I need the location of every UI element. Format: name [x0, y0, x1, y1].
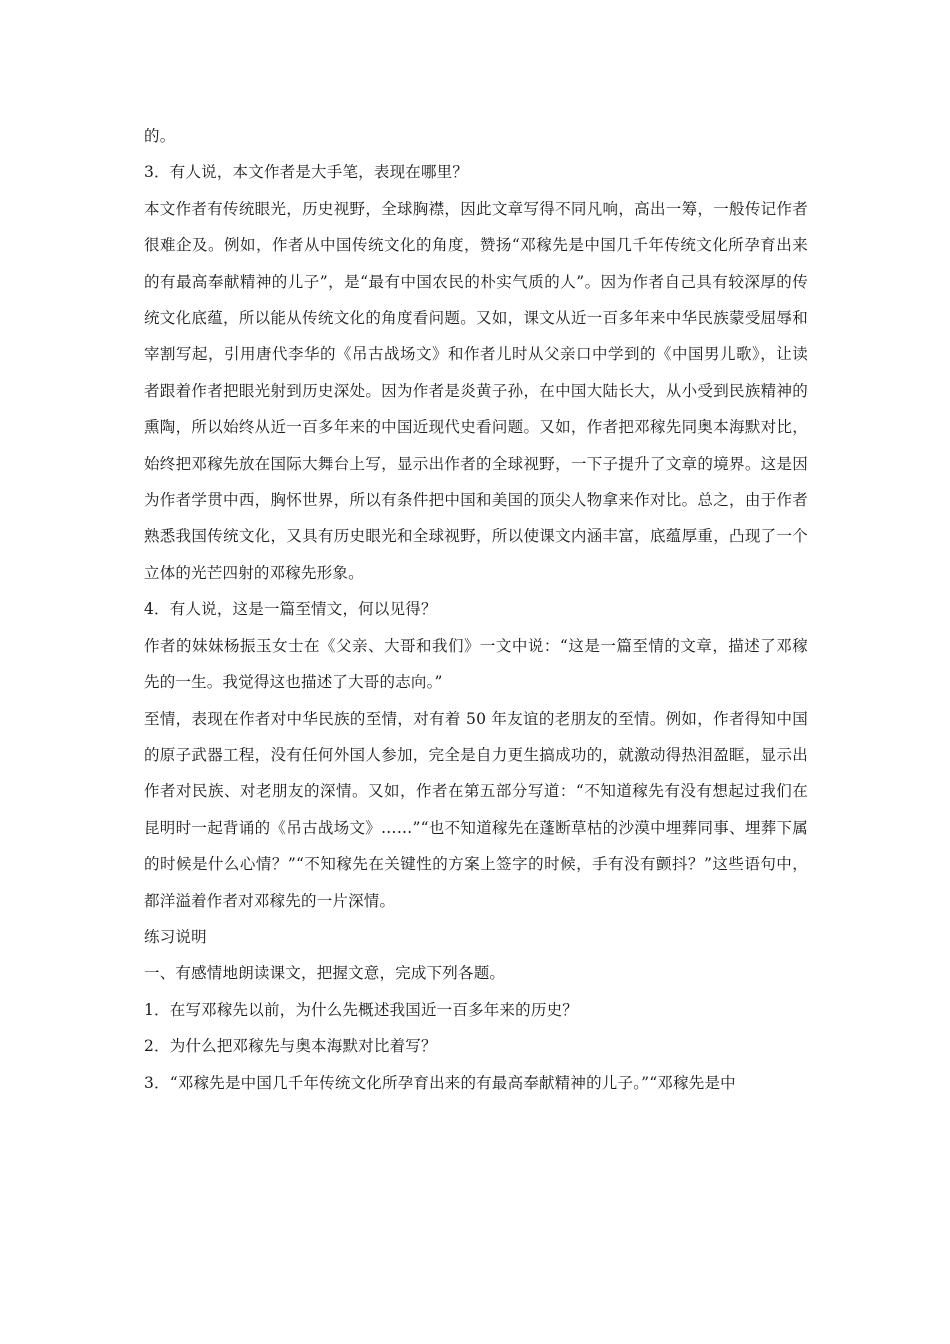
paragraph-continuation: 的。 — [144, 127, 176, 145]
document-page — [144, 118, 808, 1101]
answer-4-quote: 作者的妹妹杨振玉女士在《父亲、大哥和我们》一文中说：“这是一篇至情的文章，描述了邓稼先的一生。我觉得这也描述了大哥的志向。” — [144, 636, 808, 692]
exercise-1-instruction: 一、有感情地朗读课文，把握文意，完成下列各题。 — [144, 964, 506, 983]
exercise-1-item-3: 3．“邓稼先是中国几千年传统文化所孕育出来的有最高奉献精神的儿子。”“邓稼先是中 — [144, 1073, 736, 1092]
exercise-1-item-1: 1．在写邓稼先以前，为什么先概述我国近一百多年来的历史？ — [144, 1000, 578, 1019]
question-3: 3．有人说，本文作者是大手笔，表现在哪里？ — [144, 163, 469, 182]
question-4: 4．有人说，这是一篇至情文，何以见得？ — [144, 600, 437, 619]
answer-3: 本文作者有传统眼光，历史视野，全球胸襟，因此文章写得不同凡响，高出一筹，一般传记作者很难企及。例如，作者从中国传统文化的角度，赞扬“邓稼先是中国几千年传统文化所孕育出来的有最高奉献精神的儿子”，是“最有中国农民的朴实气质的人”。因为作者自己具有较深厚的传统文化底蕴，所以能从传统文化的角度看问题。又如，课文从近一百多年来中华民族蒙受屈辱和宰割写起，引用唐代李华的《吊古战场文》和作者儿时从父亲口中学到的《中国男儿歌》，让读者跟着作者把眼光射到历史深处。因为作者是炎黄子孙，在中国大陆长大，从小受到民族精神的熏陶，所以始终从近一百多年来的中国近现代史看问题。又如，作者把邓稼先同奥本海默对比，始终把邓稼先放在国际大舞台上写，显示出作者的全球视野，一下子提升了文章的境界。这是因为作者学贯中西，胸怀世界，所以有条件把中国和美国的顶尖人物拿来作对比。总之，由于作者熟悉我国传统文化，又具有历史眼光和全球视野，所以使课文内涵丰富，底蕴厚重，凸现了一个立体的光芒四射的邓稼先形象。 — [144, 199, 808, 582]
section-heading-exercises: 练习说明 — [144, 927, 207, 946]
answer-4-body: 至情，表现在作者对中华民族的至情，对有着 50 年友谊的老朋友的至情。例如，作者得知中国的原子武器工程，没有任何外国人参加，完全是自力更生搞成功的，就激动得热泪盈眶，显示出作者对民族、对老朋友的深情。又如，作者在第五部分写道：“不知道稼先有没有想起过我们在昆明时一起背诵的《吊古战场文》……”“也不知道稼先在蓬断草枯的沙漠中埋葬同事、埋葬下属的时候是什么心情？”“不知稼先在关键性的方案上签字的时候，手有没有颤抖？”这些语句中，都洋溢着作者对邓稼先的一片深情。 — [144, 709, 808, 910]
exercise-1-item-2: 2．为什么把邓稼先与奥本海默对比着写？ — [144, 1037, 437, 1056]
